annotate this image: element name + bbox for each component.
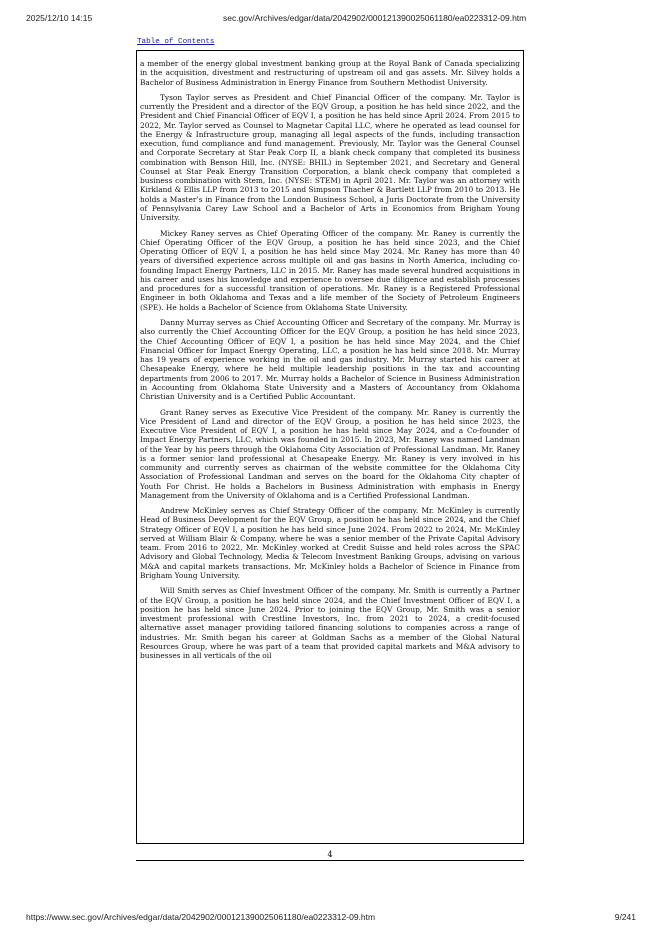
print-footer-url: https://www.sec.gov/Archives/edgar/data/2042902/000121390025061180/ea0223312-09.htm [26,912,376,922]
paragraph-will-smith: Will Smith serves as Chief Investment Officer of the company. Mr. Smith is currently a Partner of the EQV Group, a position he has held since 2024, and the Chief Investment Officer of EQV I, a position he has held since June 2024. Prior to joining the EQV Group, Mr. Smith was a senior investment professional with Crestline Investors, Inc. from 2021 to 2024, a credit-focused alternative asset manager providing tailored financing solutions to companies across a range of industries. Mr. Smith began his career at Goldman Sachs as a member of the Global Natural Resources Group, where he was part of a team that provided capital markets and M&A advisory to businesses in all verticals of the oil [140,586,520,661]
print-header-url: sec.gov/Archives/edgar/data/2042902/000121390025061180/ea0223312-09.htm [223,13,527,23]
paragraph-andrew-mckinley: Andrew McKinley serves as Chief Strategy Officer of the company. Mr. McKinley is currently Head of Business Development for the EQV Group, a position he has held since 2024, and the Chief Strategy Officer of EQV I, a position he has held since June 2024. From 2022 to 2024, Mr. McKinley served at William Blair & Company, where he was a senior member of the Private Capital Advisory team. From 2016 to 2022, Mr. McKinley worked at Credit Suisse and held roles across the SPAC Advisory and Global Technology, Media & Telecom Investment Banking Groups, advising on various M&A and capital markets transactions. Mr. McKinley holds a Bachelor of Science in Finance from Brigham Young University. [140,506,520,580]
paragraph-tyson-taylor: Tyson Taylor serves as President and Chief Financial Officer of the company. Mr. Taylor is currently the President and a director of the EQV Group, a position he has held since 2022, and the President and Chief Financial Officer of EQV I, a position he has held since April 2024. From 2015 to 2022, Mr. Taylor served as Counsel to Magnetar Capital LLC, where he operated as lead counsel for the Energy & Infrastructure group, managing all legal aspects of the funds, including transaction execution, fund compliance and fund management. Previously, Mr. Taylor was the General Counsel and Corporate Secretary at Star Peak Corp II, a blank check company that completed its business combination with Benson Hill, Inc. (NYSE: BHIL) in September 2021, and Secretary and General Counsel at Star Peak Energy Transition Corporation, a blank check company that completed a business combination with Stem, Inc. (NYSE: STEM) in April 2021. Mr. Taylor was an attorney with Kirkland & Ellis LLP from 2013 to 2015 and Simpson Thacher & Bartlett LLP from 2010 to 2013. He holds a Master’s in Finance from the London Business School, a Juris Doctorate from the University of Pennsylvania Carey Law School and a Bachelor of Arts in Economics from Brigham Young University. [140,92,520,223]
paragraph-mickey-raney: Mickey Raney serves as Chief Operating Officer of the company. Mr. Raney is currently the Chief Operating Officer of the EQV Group, a position he has held since 2023, and the Chief Operating Officer of EQV I, a position he has held since May 2024. Mr. Raney has more than 40 years of diversified experience across multiple oil and gas basins in North America, including co-founding Impact Energy Partners, LLC in 2015. Mr. Raney has made several hundred acquisitions in his career and uses his knowledge and experience to oversee due diligence and establish processes and procedures for a successful transition of operations. Mr. Raney is a Registered Professional Engineer in both Oklahoma and Texas and a life member of the Society of Petroleum Engineers (SPE). He holds a Bachelor of Science from Oklahoma State University. [140,228,520,312]
table-of-contents-link[interactable]: Table of Contents [137,38,215,46]
print-header [0,13,662,27]
print-page-count: 9/241 [614,912,636,922]
page-divider [136,860,524,861]
document-body [140,59,520,839]
paragraph-silvey-continued: a member of the energy global investment banking group at the Royal Bank of Canada specializing in the acquisition, divestment and restructuring of upstream oil and gas assets. Mr. Silvey holds a Bachelor of Business Administration in Energy Finance from Southern Methodist University. [140,59,520,87]
paragraph-danny-murray: Danny Murray serves as Chief Accounting Officer and Secretary of the company. Mr. Murray is also currently the Chief Accounting Officer for the EQV Group, a position he has held since 2023, the Chief Accounting Officer of EQV I, a position he has held since May 2024, and the Chief Financial Officer for Impact Energy Operating, LLC, a position he has held since 2018. Mr. Murray has 19 years of experience working in the oil and gas industry. Mr. Murray started his career at Chesapeake Energy, where he held multiple leadership positions in the tax and accounting departments from 2006 to 2017. Mr. Murray holds a Bachelor of Science in Business Administration in Accounting from Oklahoma State University and a Masters of Accountancy from Oklahoma Christian University and is a Certified Public Accountant. [140,318,520,402]
paragraph-grant-raney: Grant Raney serves as Executive Vice President of the company. Mr. Raney is currently the Vice President of Land and director of the EQV Group, a position he has held since 2023, the Executive Vice President of EQV I, a position he has held since May 2024, and a Co-founder of Impact Energy Partners, LLC, which was founded in 2015. In 2023, Mr. Raney was named Landman of the Year by his peers through the Oklahoma City Association of Professional Landman. Mr. Raney is a former senior land professional at Chesapeake Energy. Mr. Raney is very involved in his community and currently serves as chairman of the website committee for the Oklahoma City Association of Professional Landman and serves on the board for the Oklahoma City chapter of Youth For Christ. He holds a Bachelors in Business Administration with emphasis in Energy Management from the University of Oklahoma and is a Certified Professional Landman. [140,407,520,500]
page-number: 4 [327,850,333,859]
print-datetime: 2025/12/10 14:15 [26,13,93,23]
print-footer [0,912,662,926]
